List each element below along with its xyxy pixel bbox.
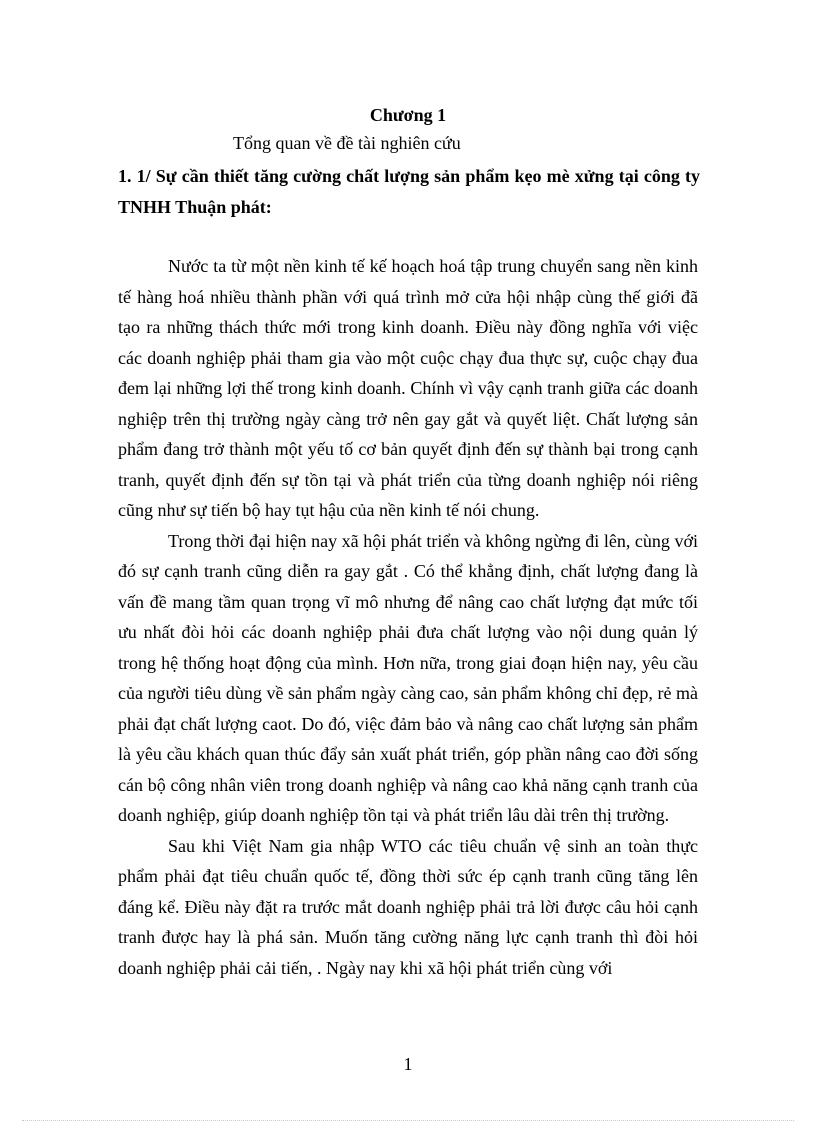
page-number: 1 [403, 1054, 413, 1074]
page-bottom-divider [22, 1120, 794, 1121]
paragraph: Nước ta từ một nền kinh tế kế hoạch hoá tập trung chuyển sang nền kinh tế hàng hoá nhiều thành phần với quá trình mở cửa hội nhập cùng thế giới đã tạo ra những thách thức mới trong kinh doanh. Điều này đồng nghĩa với việc các doanh nghiệp phải tham gia vào một cuộc chạy đua thực sự, cuộc chạy đua đem lại những lợi thế trong kinh doanh. Chính vì vậy cạnh tranh giữa các doanh nghiệp trên thị trường ngày càng trở nên gay gắt và quyết liệt. Chất lượng sản phẩm đang trở thành một yếu tố cơ bản quyết định đến sự thành bại trong cạnh tranh, quyết định đến sự tồn tại và phát triển của từng doanh nghiệp nói riêng cũng như sự tiến bộ hay tụt hậu của nền kinh tế nói chung. [118, 256, 698, 520]
paragraph: Sau khi Việt Nam gia nhập WTO các tiêu chuẩn vệ sinh an toàn thực phẩm phải đạt tiêu chuẩn quốc tế, đồng thời sức ép cạnh tranh cũng tăng lên đáng kể. Điều này đặt ra trước mắt doanh nghiệp phải trả lời được câu hỏi cạnh tranh được hay là phá sản. Muốn tăng cường năng lực cạnh tranh thì đòi hỏi doanh nghiệp phải cải tiến, . Ngày nay khi xã hội phát triển cùng với [118, 835, 698, 978]
section-heading [118, 161, 700, 223]
section-heading-text: 1. 1/ Sự cần thiết tăng cường chất lượng sản phẩm kẹo mè xửng tại công ty TNHH Thuận phát [118, 166, 700, 217]
body-text [118, 251, 698, 983]
chapter-subtitle: Tổng quan về đề tài nghiên cứu [233, 133, 461, 153]
chapter-title: Chương 1 [369, 105, 447, 125]
paragraph: Trong thời đại hiện nay xã hội phát triển và không ngừng đi lên, cùng với đó sự cạnh tranh cũng diễn ra gay gắt . Có thể khẳng định, chất lượng đang là vấn đề mang tầm quan trọng vĩ mô nhưng để nâng cao chất lượng đạt mức tối ưu nhất đòi hỏi các doanh nghiệp phải đưa chất lượng vào nội dung quản lý trong hệ thống hoạt động của mình. Hơn nữa, trong giai đoạn hiện nay, yêu cầu của người tiêu dùng về sản phẩm ngày càng cao, sản phẩm không chỉ đẹp, rẻ mà phải đạt chất lượng caot. Do đó, việc đảm bảo và nâng cao chất lượng sản phẩm là yêu cầu khách quan thúc đẩy sản xuất phát triển, góp phần nâng cao đời sống cán bộ công nhân viên trong doanh nghiệp và nâng cao khả năng cạnh tranh của doanh nghiệp, giúp doanh nghiệp tồn tại và phát triển lâu dài trên thị trường. [118, 530, 698, 825]
section-heading-colon: : [265, 197, 272, 217]
